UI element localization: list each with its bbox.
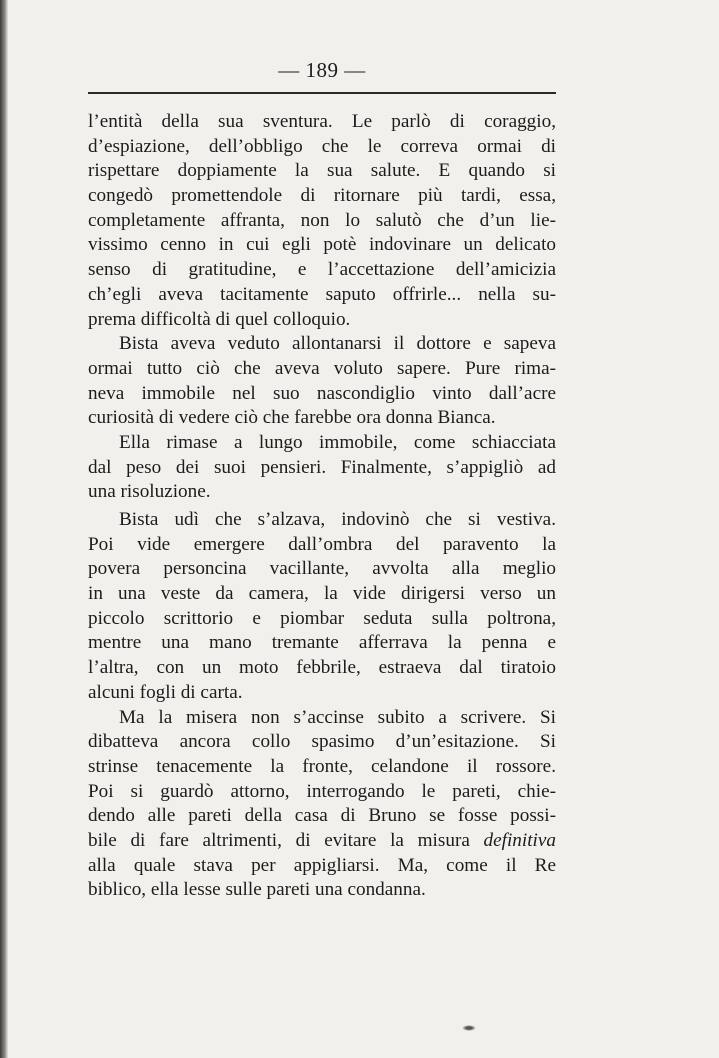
text-line: d’espiazione, dell’obbligo che le correva ormai di: [88, 135, 556, 157]
page-number: — 189 —: [278, 58, 366, 82]
text-line: prema difficoltà di quel colloquio.: [88, 308, 351, 330]
page-header: [88, 58, 556, 83]
text-line: senso di gratitudine, e l’accettazione dell’amicizia: [88, 259, 556, 281]
text-line: alcuni fogli di carta.: [88, 681, 243, 703]
text-line: Bista aveva veduto allontanarsi il dottore e sapeva: [119, 333, 556, 355]
text-line: Bista udì che s’alzava, indovinò che si vestiva.: [119, 509, 556, 530]
text-line: biblico, ella lesse sulle pareti una condanna.: [88, 879, 426, 901]
paragraph-5: [88, 706, 556, 904]
ink-speck-decoration: [462, 1025, 476, 1031]
text-line: ormai tutto ciò che aveva voluto sapere. Pure rima-: [88, 357, 556, 379]
text-line: curiosità di vedere ciò che farebbe ora donna Bianca.: [88, 407, 496, 429]
text-line: congedò promettendole di ritornare più tardi, essa,: [88, 185, 556, 207]
text-line: dendo alle pareti della casa di Bruno se fosse possi-: [88, 805, 556, 827]
header-rule: [88, 92, 556, 94]
text-line: dibatteva ancora collo spasimo d’un’esitazione. Si: [88, 731, 556, 753]
text-body: [88, 110, 556, 903]
text-line: vissimo cenno in cui egli potè indovinare un delicato: [88, 234, 556, 256]
text-line: l’entità della sua sventura. Le parlò di coraggio,: [88, 111, 556, 132]
text-line: ch’egli aveva tacitamente saputo offrirle... nella su-: [88, 283, 556, 305]
text-line: strinse tenacemente la fronte, celandone il rossore.: [88, 755, 556, 777]
text-line: Poi si guardò attorno, interrogando le pareti, chie-: [88, 780, 556, 802]
text-line: rispettare doppiamente la sua salute. E quando si: [88, 160, 556, 182]
text-line: mentre una mano tremante afferrava la penna e: [88, 632, 556, 654]
text-line-with-italic: [88, 829, 556, 854]
paragraph-4: [88, 508, 556, 706]
text-line: l’altra, con un moto febbrile, estraeva dal tiratoio: [88, 657, 556, 679]
text-line: alla quale stava per appigliarsi. Ma, come il Re: [88, 854, 556, 876]
text-line: una risoluzione.: [88, 481, 211, 503]
text-line: Ella rimase a lungo immobile, come schiacciata: [119, 431, 556, 453]
text-line: piccolo scrittorio e piombar seduta sulla poltrona,: [88, 607, 556, 629]
text-line: Poi vide emergere dall’ombra del paravento la: [88, 533, 556, 555]
italic-word: definitiva: [483, 829, 556, 851]
paragraph-1: [88, 110, 556, 332]
text-line: neva immobile nel suo nascondiglio vinto dall’acre: [88, 382, 556, 404]
text-line: dal peso dei suoi pensieri. Finalmente, s’appigliò ad: [88, 456, 556, 478]
page-binding-edge: [0, 0, 8, 1058]
text-line: Ma la misera non s’accinse subito a scrivere. Si: [119, 706, 556, 728]
paragraph-3: [88, 431, 556, 505]
text-segment: bile di fare altrimenti, di evitare la misura: [88, 829, 484, 851]
paragraph-2: [88, 332, 556, 431]
text-line: completamente affranta, non lo salutò che d’un lie-: [88, 209, 556, 231]
text-line: in una veste da camera, la vide dirigersi verso un: [88, 583, 556, 605]
text-line: povera personcina vacillante, avvolta alla meglio: [88, 558, 556, 580]
